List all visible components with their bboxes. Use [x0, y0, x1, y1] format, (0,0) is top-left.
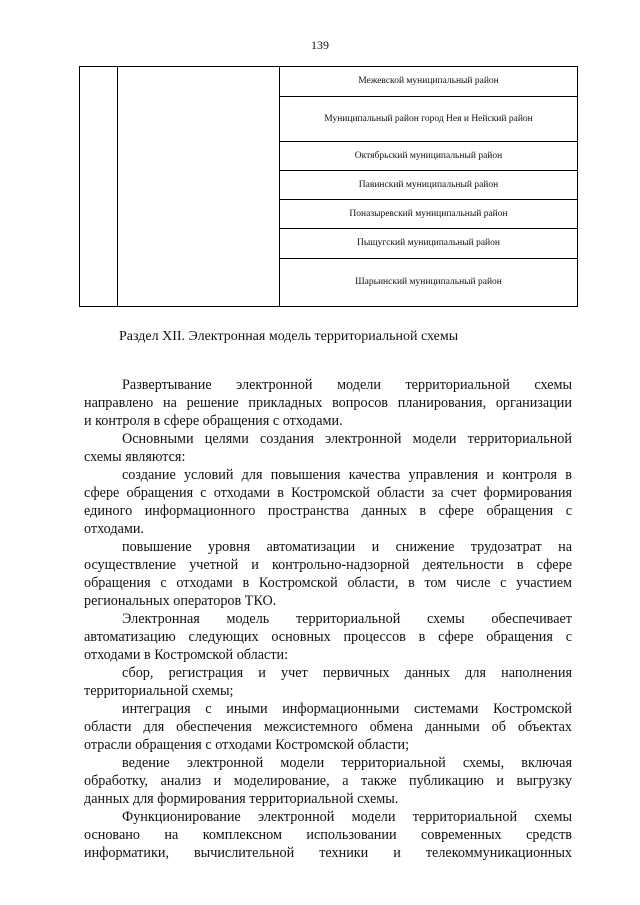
text-line: ведение электронной модели территориальной схемы, включая [122, 755, 572, 771]
text-line: сбор, регистрация и учет первичных данных для наполнения [122, 665, 572, 681]
text-line: осуществление учетной и контрольно-надзорной деятельности в сфере [84, 557, 572, 573]
district-name: Поназыревский муниципальный район [349, 208, 508, 219]
text-line: отходами. [84, 521, 144, 537]
text-line: Функционирование электронной модели территориальной схемы [122, 809, 572, 825]
text-line: обращения с отходами в Костромской области, в том числе с участием [84, 575, 572, 591]
text-line: территориальной схемы; [84, 683, 234, 699]
district-name: Муниципальный район город Нея и Нейский район [324, 113, 533, 124]
text-line: основано на комплексном использовании современных средств [84, 827, 572, 843]
table-row [280, 171, 577, 200]
district-name: Павинский муниципальный район [358, 179, 499, 190]
text-line: отрасли обращения с отходами Костромской области; [84, 737, 410, 753]
text-line: направлено на решение прикладных вопросов планирования, организации [84, 395, 572, 411]
text-line: повышение уровня автоматизации и снижение трудозатрат на [122, 539, 572, 555]
text-line: Развертывание электронной модели территориальной схемы [122, 377, 572, 393]
table-row [280, 229, 577, 259]
table-row [280, 200, 577, 229]
text-line: и контроля в сфере обращения с отходами. [84, 413, 343, 429]
text-line: Электронная модель территориальной схемы обеспечивает [122, 611, 572, 627]
text-line: интеграция с иными информационными системами Костромской [122, 701, 572, 717]
text-line: информатики, вычислительной техники и телекоммуникационных [84, 845, 572, 861]
district-name: Межевской муниципальный район [358, 76, 499, 86]
text-line: области для обеспечения межсистемного обмена данными об объектах [84, 719, 572, 735]
text-line: сфере обращения с отходами в Костромской области за счет формирования [84, 485, 572, 501]
table-row [280, 142, 577, 171]
table-column-empty-1 [80, 67, 118, 306]
text-line: автоматизацию следующих основных процессов в сфере обращения с [84, 629, 572, 645]
table-column-districts [280, 67, 577, 306]
district-name: Шарьинский муниципальный район [355, 277, 502, 287]
text-line: отходами в Костромской области: [84, 647, 289, 663]
district-name: Октябрьский муниципальный район [354, 150, 503, 161]
text-line: региональных операторов ТКО. [84, 593, 277, 609]
table-row [280, 67, 577, 97]
table-column-empty-2 [118, 67, 280, 306]
body-text [84, 376, 572, 862]
page-number: 139 [311, 38, 329, 52]
section-title: Раздел XII. Электронная модель территориальной схемы [119, 329, 459, 344]
district-name: Пыщугский муниципальный район [357, 238, 500, 248]
text-line: создание условий для повышения качества управления и контроля в [122, 467, 572, 483]
table-row [280, 259, 577, 306]
text-line: единого информационного пространства данных в сфере обращения с [84, 503, 572, 519]
districts-table [79, 66, 578, 307]
text-line: данных для формирования территориальной схемы. [84, 791, 399, 807]
text-line: Основными целями создания электронной модели территориальной [122, 431, 572, 447]
table-row [280, 97, 577, 142]
text-line: схемы являются: [84, 449, 186, 465]
text-line: обработку, анализ и моделирование, а также публикацию и выгрузку [84, 773, 572, 789]
